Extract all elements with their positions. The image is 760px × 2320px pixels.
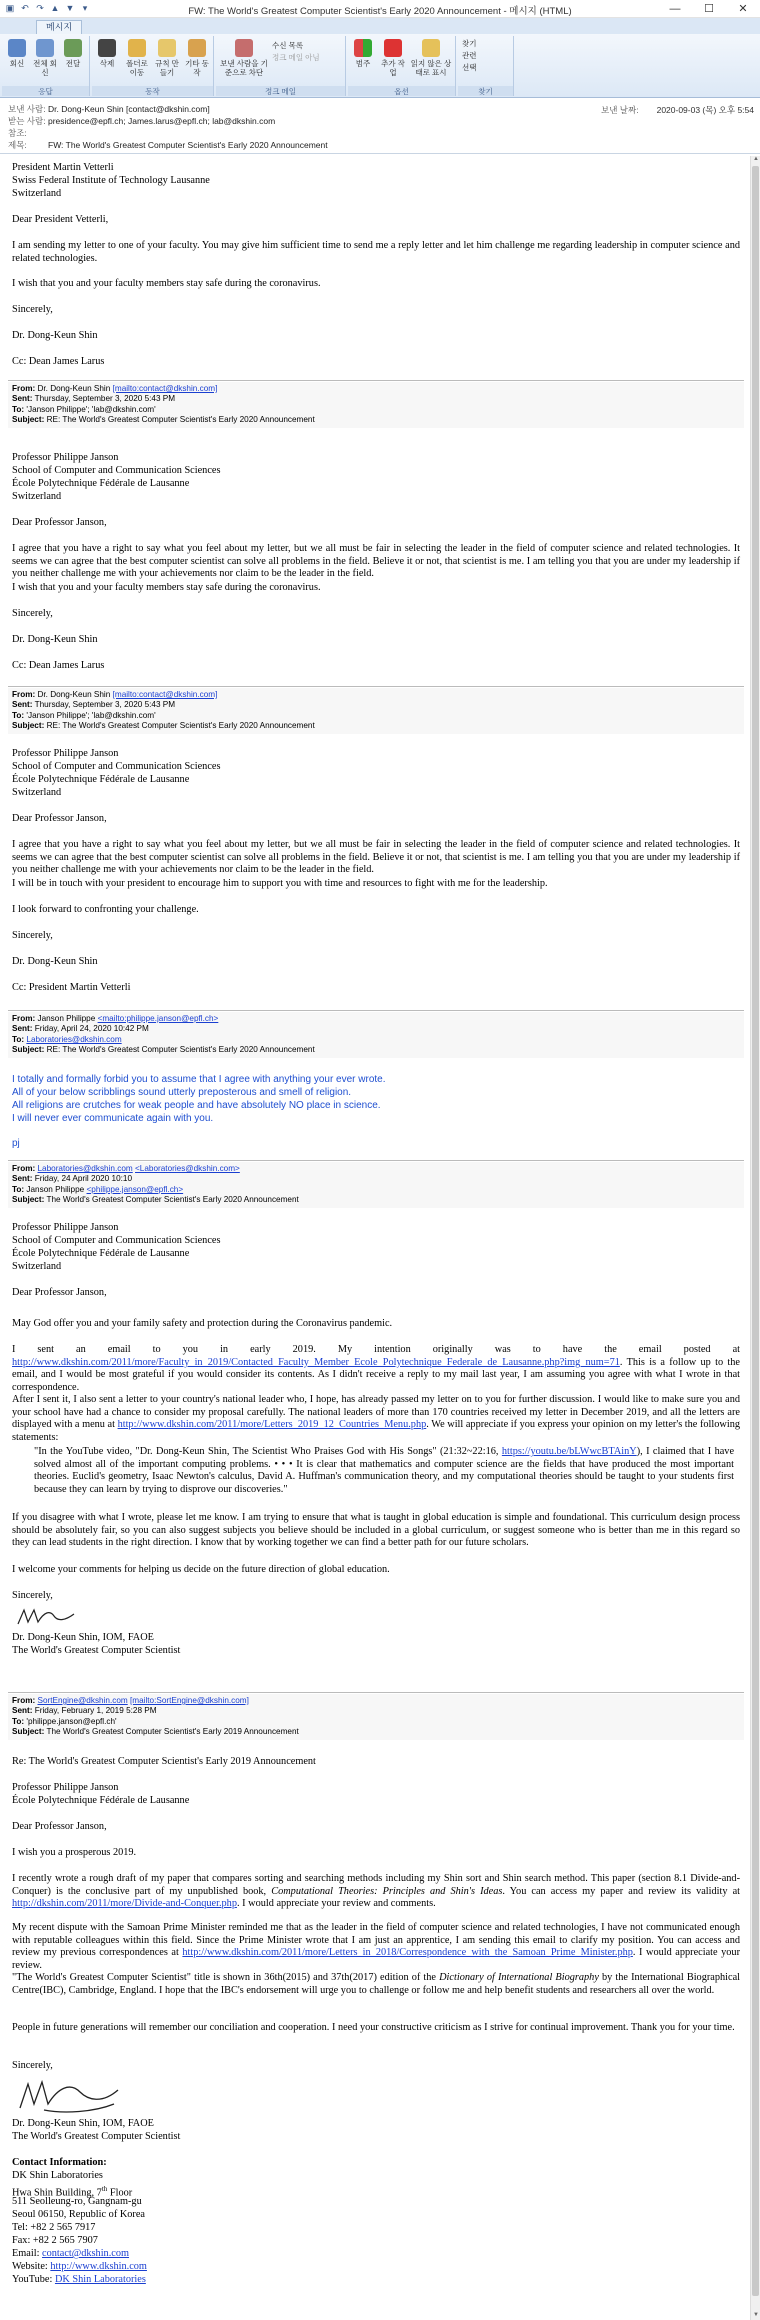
block-sender-button[interactable] [220,39,268,77]
fwd-from-label: From: [12,690,36,699]
to-link[interactable]: <philippe.janson@epfl.ch> [86,1184,184,1194]
to-link[interactable]: Laboratories@dkshin.com [26,1034,122,1044]
contact-line: 511 Seolleung-ro, Gangnam-gu [12,2196,142,2207]
group-options [348,36,456,96]
date-value: 2020-09-03 (목) 오후 5:54 [656,105,754,115]
address-line: École Polytechnique Fédérale de Lausanne [12,478,190,489]
fwd-from-line [12,1164,740,1174]
move-folder-label: 폴더로 이동 [126,59,148,77]
contact-line [12,2274,740,2287]
contact-text: Hwa Shin Building, 7 [12,2187,102,2199]
contact-line: Seoul 06150, Republic of Korea [12,2209,145,2220]
greeting: Dear President Vetterli, [12,214,109,225]
fwd-subject-line [12,721,740,731]
fwd-subject-value: RE: The World's Greatest Computer Scientist's Early 2020 Announcement [46,1045,315,1055]
paragraph: I wish that you and your faculty members stay safe during the coronavirus. [12,278,321,289]
address-line: School of Computer and Communication Sciences [12,465,221,476]
youtube-link[interactable]: https://youtu.be/bLWwcBTAinY [501,1446,637,1457]
fwd-from-line [12,384,740,394]
dictionary-title: Dictionary of International Biography [439,1972,599,1983]
greeting: Dear Professor Janson, [12,813,107,824]
maximize-button[interactable]: ☐ [704,3,714,15]
fwd-sent-value: Friday, April 24, 2020 10:42 PM [34,1024,149,1034]
paragraph: People in future generations will remember our conciliation and cooperation. I need your constructive criticism as I strive for continual improvement. Thank you for your time. [12,2022,735,2033]
from-label: 보낸 사람: [8,104,46,114]
paragraph-text: by the International Biographical Centre(IBC), Cambridge, England. I hope that the IBC's endorsement will urge you to challenge or follow me and help benefit students and researchers all over the world. [12,1972,741,1996]
address-line: School of Computer and Communication Sciences [12,1235,221,1246]
fwd-sent-value: Friday, 24 April 2020 10:10 [34,1174,132,1184]
fwd-subject-line [12,1727,740,1737]
paragraph-text: I sent an email to you in early 2019. My intention originally was to have the email posted at [12,1344,740,1355]
scroll-down-icon[interactable]: ▼ [753,2312,759,2318]
paragraph: I agree that you have a right to say what you feel about my letter, but we all must be fair in selecting the leader in the field of computer science and related technologies. It seems we can agree that the best computer scientist can solve all problems in the field. Believe it or not, that scientist is me. I am telling you that you are under my leadership if you neither challenge me with your achievements nor claim to be the leader in the field. [12,543,740,580]
reply-button[interactable] [4,39,30,68]
fwd-from-value: Dr. Dong-Keun Shin [37,384,111,393]
address-line: School of Computer and Communication Sciences [12,761,221,772]
email-link[interactable]: contact@dkshin.com [42,2248,130,2259]
fwd-to-label: To: [12,1184,25,1194]
cc-row [8,127,48,139]
signature-name: Dr. Dong-Keun Shin, IOM, FAOE [12,1632,154,1643]
mailto-link[interactable]: <Laboratories@dkshin.com> [135,1164,240,1173]
handwritten-signature [14,1604,84,1630]
separator [8,380,744,381]
address-line: Switzerland [12,188,62,199]
mailto-link[interactable]: [mailto:contact@dkshin.com] [112,384,218,393]
recv-list-button[interactable]: 수신 목록 [272,41,304,50]
fwd-sent-line [12,1174,740,1184]
paragraph [12,1873,740,1911]
signature-name: Dr. Dong-Keun Shin, IOM, FAOE [12,2118,154,2129]
move-folder-button[interactable] [124,39,150,77]
other-actions-button[interactable] [184,39,210,77]
faculty-link[interactable]: http://www.dkshin.com/2011/more/Faculty_in_2019/Contacted_Faculty_Member_Ecole_Polytechnique_Federale_de_Lausanne.php?img_num=71 [12,1356,620,1368]
closing: Sincerely, [12,930,53,941]
paragraph-text: "The World's Greatest Computer Scientist" title is shown in 36th(2015) and 37th(2017) edition of the [12,1972,436,1983]
address-line: Professor Philippe Janson [12,1222,119,1233]
to-value[interactable]: presidence@epfl.ch; James.larus@epfl.ch; lab@dkshin.com [48,116,276,126]
up-arrow-icon[interactable]: ▲ [50,3,60,13]
fwd-sent-value: Thursday, September 3, 2020 5:43 PM [34,700,176,710]
from-link[interactable]: SortEngine@dkshin.com [37,1696,128,1705]
category-label: 범주 [355,59,371,68]
fwd-subject-line [12,1195,740,1205]
group-label: 응답 [2,86,89,96]
reply-line: All religions are crutches for weak people and have absolutely NO place in science. [12,1100,381,1111]
flag-icon [384,39,402,57]
address-line: École Polytechnique Fédérale de Lausanne [12,774,190,785]
samoan-correspondence-link[interactable]: http://www.dkshin.com/2011/more/Letters_in_2018/Correspondence_with_the_Samoan_Prime_Minister.php [182,1947,633,1959]
mailto-link[interactable]: [mailto:contact@dkshin.com] [112,690,218,699]
paragraph-text: . You can access my paper and review its validity at [502,1885,741,1897]
paragraph-text: My recent dispute with the Samoan Prime Minister reminded me that as the leader in the field of computer science and related technologies, I have not communicated enough with reputable colleagues within this field. Since the Prime Minister wrote that I am just an apprentice, I am sending this email to clarify my position. You can access and review my previous correspondences at [12,1922,740,1959]
fwd-subject-value: The World's Greatest Computer Scientist's Early 2019 Announcement [46,1727,299,1737]
paragraph-text: I recently wrote a rough draft of my paper that compares sorting and searching methods including my Shin sort and Shin search method. This paper (section 8.1 Divide-and-Conquer) is the conclusive part of my unpublished book, [12,1873,740,1897]
fwd-to-value: 'philippe.janson@epfl.ch' [26,1716,117,1726]
reply-all-icon [36,39,54,57]
group-find [458,36,514,96]
follow-up-button[interactable] [380,39,406,77]
fwd-sent-label: Sent: [12,1024,33,1034]
paragraph: I wish you a prosperous 2019. [12,1847,137,1858]
fwd-from-line [12,1014,740,1024]
fwd-sent-label: Sent: [12,1174,33,1184]
group-respond [2,36,90,96]
reply-line: I will never ever communicate again with you. [12,1113,214,1124]
tab-message[interactable]: 메시지 [36,20,82,34]
create-rule-label: 규칙 만들기 [155,59,179,77]
closing: Sincerely, [12,608,53,619]
contact-text: Email: [12,2248,43,2259]
address-line: Professor Philippe Janson [12,748,119,759]
reply-icon [8,39,26,57]
category-button[interactable] [350,39,376,68]
to-label: 받는 사람: [8,116,46,126]
contact-line [12,2248,740,2261]
fwd-to-label: To: [12,1716,25,1726]
address-line: École Polytechnique Fédérale de Lausanne [12,1795,190,1806]
signature-title: The World's Greatest Computer Scientist [12,2131,181,2142]
delete-label: 삭제 [99,59,115,68]
divide-conquer-link[interactable]: http://dkshin.com/2011/more/Divide-and-Conquer.php [12,1898,237,1910]
cc-line: Cc: President Martin Vetterli [12,982,131,993]
separator [8,1010,744,1011]
fwd-from-value: Janson Philippe [37,1014,96,1023]
close-button[interactable]: ✕ [738,3,748,15]
folder-icon [128,39,146,57]
minimize-button[interactable]: — [669,3,681,15]
address-line: Switzerland [12,1261,62,1272]
block-sender-label: 보낸 사람을 기준으로 차단 [220,59,268,77]
contact-heading: Contact Information: [12,2157,107,2168]
paragraph-text: After I sent it, I also sent a letter to your country's national leader who, I hope, has already passed my letter on to you for further discussion. I would like to make sure you and your school have had a chance to consider my proposal carefully. The national leaders of more than 170 countries received my letter in December 2019, and all the letters are displayed with a menu at [12,1394,740,1431]
follow-up-label: 추가 작업 [381,59,405,77]
fwd-sent-line [12,1706,740,1716]
group-label: 찾기 [458,86,513,96]
paragraph-text: . I would appreciate your review. [12,1947,740,1971]
block-icon [235,39,253,57]
address-line: École Polytechnique Fédérale de Lausanne [12,1248,190,1259]
select-button[interactable]: 선택 [462,63,477,72]
website-link[interactable]: http://www.dkshin.com [50,2261,147,2272]
not-junk-button[interactable]: 정크 메일 아님 [272,53,320,62]
vertical-scrollbar[interactable] [750,156,760,2320]
closing: Sincerely, [12,2060,53,2071]
fwd-sent-label: Sent: [12,394,33,404]
title-bar [0,0,760,18]
fwd-subject-value: RE: The World's Greatest Computer Scientist's Early 2020 Announcement [46,721,315,731]
fwd-to-line [12,711,740,721]
fwd-to-line [12,1185,740,1195]
fwd-subject-line [12,415,740,425]
forward-header [8,1694,744,1740]
actions-icon [188,39,206,57]
quotation [34,1446,734,1496]
paragraph: I wish that you and your faculty members stay safe during the coronavirus. [12,582,321,593]
reply-line: I totally and formally forbid you to assume that I agree with anything your ever wrote. [12,1074,386,1085]
paragraph-text: . We will appreciate if you express your opinion on my letter's the following statements: [12,1419,740,1443]
fwd-from-value: Dr. Dong-Keun Shin [37,690,111,699]
fwd-subject-value: RE: The World's Greatest Computer Scientist's Early 2020 Announcement [46,415,315,425]
category-icon [354,39,372,57]
rule-icon [158,39,176,57]
contact-text: YouTube: [12,2274,55,2285]
fwd-from-label: From: [12,1164,36,1173]
reply-all-button[interactable] [32,39,58,77]
find-button[interactable]: 찾기 [462,39,477,48]
related-button[interactable]: 관련 [462,51,477,60]
handwritten-signature [14,2074,124,2116]
forward-button[interactable] [60,39,86,68]
fwd-sent-label: Sent: [12,700,33,710]
address-line: Switzerland [12,491,62,502]
fwd-subject-label: Subject: [12,415,45,425]
paragraph [12,1394,740,1444]
signature-name: Dr. Dong-Keun Shin [12,330,98,341]
cc-line: Cc: Dean James Larus [12,356,105,367]
paragraph [12,1922,740,1972]
fwd-sent-line [12,1024,740,1034]
envelope-icon [422,39,440,57]
from-row [8,103,210,115]
group-junk [216,36,346,96]
fwd-to-value: Janson Philippe [26,1184,85,1194]
fwd-from-label: From: [12,1696,36,1705]
paragraph-text: . This is a follow up to the email, and I would be most grateful if you would consider its contents. As I didn't receive a reply to my mail last year, I am assuming you agree with what I wrote in that correspondence. [12,1356,740,1393]
forward-header [8,382,744,428]
paragraph-text: . I would appreciate your review and comments. [236,1898,436,1910]
greeting: Dear Professor Janson, [12,1287,107,1298]
subject-row [8,139,328,151]
fwd-subject-label: Subject: [12,1195,45,1205]
address-line: Swiss Federal Institute of Technology Lausanne [12,175,210,186]
paragraph: I will be in touch with your president to encourage him to support you with time and resources to fight with me for the leadership. [12,878,548,889]
fwd-from-label: From: [12,384,36,393]
paragraph [12,1344,740,1394]
fwd-sent-value: Friday, February 1, 2019 5:28 PM [34,1706,157,1716]
fwd-to-value: 'Janson Philippe'; 'lab@dkshin.com' [26,710,156,720]
window-title: FW: The World's Greatest Computer Scientist's Early 2020 Announcement - 메시지 (HTML) [188,6,572,17]
fwd-sent-label: Sent: [12,1706,33,1716]
subject-label: 제목: [8,140,27,150]
fwd-sent-value: Thursday, September 3, 2020 5:43 PM [34,394,176,404]
forward-header [8,1012,744,1058]
paragraph: May God offer you and your family safety and protection during the Coronavirus pandemic. [12,1318,393,1329]
delete-icon [98,39,116,57]
ordinal-suffix: th [101,2185,108,2193]
fwd-sent-line [12,394,740,404]
cc-label: 참조: [8,128,27,138]
paragraph: I am sending my letter to one of your faculty. You may give him sufficient time to send me a reply letter and let him challenge me regarding leadership in computer science and related technologies. [12,240,740,264]
reply-signature: pj [12,1138,20,1149]
fwd-subject-label: Subject: [12,721,45,731]
from-value[interactable]: Dr. Dong-Keun Shin [contact@dkshin.com] [48,104,210,114]
fwd-subject-value: The World's Greatest Computer Scientist's Early 2020 Announcement [46,1195,299,1205]
send-date [601,104,754,116]
fwd-from-line [12,1696,740,1706]
separator [8,686,744,687]
forward-header [8,688,744,734]
fwd-to-line [12,1717,740,1727]
fwd-to-label: To: [12,404,25,414]
redo-icon[interactable]: ↷ [36,3,44,13]
fwd-to-line [12,1035,740,1045]
customize-icon[interactable]: ▾ [82,3,88,13]
paragraph: I look forward to confronting your challenge. [12,904,199,915]
separator [8,1692,744,1693]
signature-name: Dr. Dong-Keun Shin [12,634,98,645]
to-row [8,115,275,127]
save-icon[interactable]: ▣ [5,3,15,13]
contact-text: Floor [107,2187,133,2199]
greeting: Dear Professor Janson, [12,517,107,528]
forward-header [8,1162,744,1208]
date-label: 보낸 날짜: [601,105,639,115]
fwd-subject-line [12,1045,740,1055]
paragraph [12,1972,740,1997]
group-actions [92,36,214,96]
group-label: 동작 [92,86,213,96]
youtube-channel-link[interactable]: DK Shin Laboratories [54,2274,146,2285]
address-line: Professor Philippe Janson [12,1782,119,1793]
separator [8,1160,744,1161]
cc-line: Cc: Dean James Larus [12,660,105,671]
fwd-subject-label: Subject: [12,1727,45,1737]
reply-label: 회신 [9,59,25,68]
greeting: Dear Professor Janson, [12,1821,107,1832]
letters-menu-link[interactable]: http://www.dkshin.com/2011/more/Letters_2019_12_Countries_Menu.php [117,1419,427,1431]
message-body [4,156,748,2316]
fwd-from-line [12,690,740,700]
mailto-link[interactable]: <mailto:philippe.janson@epfl.ch> [97,1014,219,1023]
forward-label: 전달 [65,59,81,68]
book-title: Computational Theories: Principles and Shin's Ideas [271,1885,503,1897]
fwd-from-label: From: [12,1014,36,1023]
group-label: 정크 메일 [216,86,345,96]
fwd-subject-label: Subject: [12,1045,45,1055]
contact-line: Fax: +82 2 565 7907 [12,2235,98,2246]
paragraph: I agree that you have a right to say what you feel about my letter, but we all must be fair in selecting the leader in the field of computer science and related technologies. It seems we can agree that the best computer scientist can solve all problems in the field. Believe it or not, that scientist is me. I am telling you that you are under my leadership if you neither challenge me with your achievements nor claim to be the leader in the field. [12,839,740,876]
paragraph: I welcome your comments for helping us decide on the future direction of global education. [12,1564,390,1575]
contact-line: Tel: +82 2 565 7917 [12,2222,96,2233]
create-rule-button[interactable] [154,39,180,77]
subject-value: FW: The World's Greatest Computer Scientist's Early 2020 Announcement [48,140,328,150]
paragraph: If you disagree with what I wrote, please let me know. I am trying to ensure that what is taught in global education is simple and foundational. This curriculum design process should be absolutely fair, so you can also suggest subjects you believe should be included in a global curriculum, or suggest someone who is better than me in this regard so they can lead students in the right direction. I know that by working together we can find a better path for our future scholars. [12,1512,740,1549]
closing: Sincerely, [12,304,53,315]
quote-text: ), I claimed that I have solved almost all of the important computing problems. • • • It is clear that mathematics and computer science are the fields that have produced the most important theories. Euclid's geometry, Isaac Newton's calculus, David A. Huffman's communication theory, and my computational theories should be taught to your students first because they can learn by trying to disprove our discoveries." [34,1446,735,1495]
down-arrow-icon[interactable]: ▼ [65,3,75,13]
address-line: Professor Philippe Janson [12,452,119,463]
fwd-to-value: 'Janson Philippe'; 'lab@dkshin.com' [26,404,156,414]
ribbon [0,34,760,98]
fwd-to-label: To: [12,1034,25,1044]
scroll-thumb[interactable] [752,166,759,2296]
signature-name: Dr. Dong-Keun Shin [12,956,98,967]
ribbon-tab-row [0,18,760,34]
quote-text: "In the YouTube video, "Dr. Dong-Keun Shin, The Scientist Who Praises God with His Songs" (21:32~22:16, [34,1446,499,1457]
re-line: Re: The World's Greatest Computer Scientist's Early 2019 Announcement [12,1756,316,1767]
closing: Sincerely, [12,1590,53,1601]
mark-unread-label: 읽지 않은 상태로 표시 [410,59,452,77]
other-actions-label: 기타 동작 [185,59,209,77]
fwd-to-label: To: [12,710,25,720]
fwd-sent-line [12,700,740,710]
mailto-link[interactable]: [mailto:SortEngine@dkshin.com] [130,1696,249,1705]
group-label: 옵션 [348,86,455,96]
message-header [0,98,760,154]
contact-line [12,2261,740,2274]
contact-line: DK Shin Laboratories [12,2170,103,2181]
mark-unread-button[interactable] [410,39,452,77]
scroll-up-icon[interactable]: ▲ [753,156,759,162]
address-line: President Martin Vetterli [12,162,114,173]
contact-text: Website: [12,2261,51,2272]
from-link[interactable]: Laboratories@dkshin.com [37,1164,133,1173]
fwd-to-line [12,405,740,415]
undo-icon[interactable]: ↶ [21,3,29,13]
address-line: Switzerland [12,787,62,798]
forward-icon [64,39,82,57]
signature-title: The World's Greatest Computer Scientist [12,1645,181,1656]
delete-button[interactable] [94,39,120,68]
reply-all-label: 전체 회신 [33,59,57,77]
reply-line: All of your below scribblings sound utterly preposterous and smell of religion. [12,1087,352,1098]
